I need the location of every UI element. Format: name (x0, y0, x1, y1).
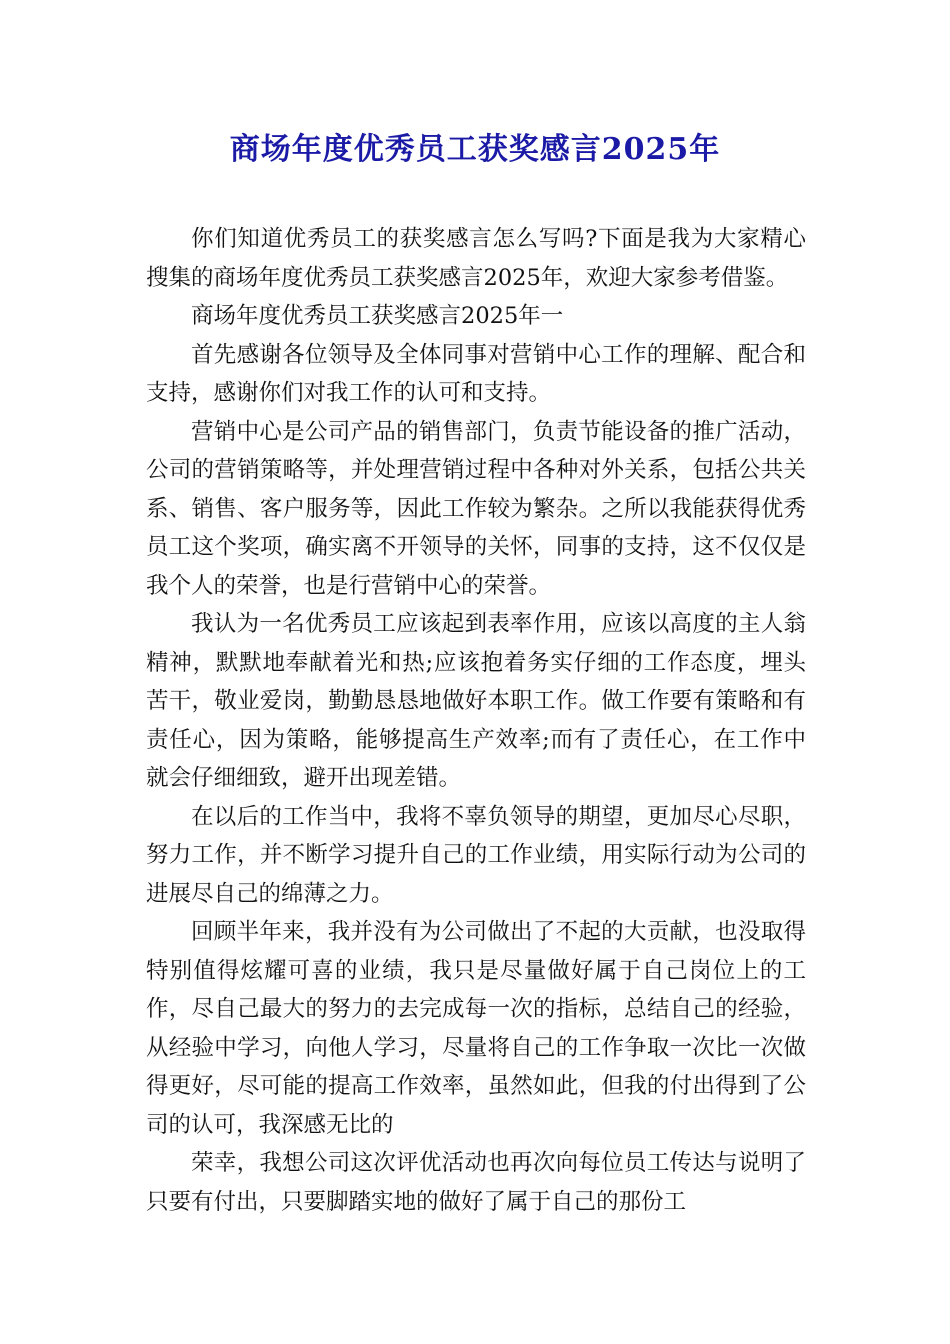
paragraph-intro: 你们知道优秀员工的获奖感言怎么写吗?下面是我为大家精心搜集的商场年度优秀员工获奖感言2025年，欢迎大家参考借鉴。 (146, 226, 806, 291)
document-title: 商场年度优秀员工获奖感言2025年 (229, 132, 721, 167)
paragraph-thanks: 首先感谢各位领导及全体同事对营销中心工作的理解、配合和支持，感谢你们对我工作的认可和支持。 (146, 341, 806, 406)
paragraph-honor: 荣幸，我想公司这次评优活动也再次向每位员工传达与说明了只要有付出，只要脚踏实地的做好了属于自己的那份工 (146, 1150, 806, 1215)
document-body (146, 220, 806, 1221)
paragraph-role-model: 我认为一名优秀员工应该起到表率作用，应该以高度的主人翁精神，默默地奉献着光和热;应该抱着务实仔细的工作态度，埋头苦干，敬业爱岗，勤勤恳恳地做好本职工作。做工作要有策略和有责任心，因为策略，能够提高生产效率;而有了责任心，在工作中就会仔细细致，避开出现差错。 (146, 611, 806, 791)
paragraph-future-work: 在以后的工作当中，我将不辜负领导的期望，更加尽心尽职，努力工作，并不断学习提升自己的工作业绩，用实际行动为公司的进展尽自己的绵薄之力。 (146, 803, 806, 907)
paragraph-marketing-center: 营销中心是公司产品的销售部门，负责节能设备的推广活动，公司的营销策略等，并处理营销过程中各种对外关系，包括公共关系、销售、客户服务等，因此工作较为繁杂。之所以我能获得优秀员工这个奖项，确实离不开领导的关怀，同事的支持，这不仅仅是我个人的荣誉，也是行营销中心的荣誉。 (146, 418, 806, 599)
paragraph-review: 回顾半年来，我并没有为公司做出了不起的大贡献，也没取得特别值得炫耀可喜的业绩，我只是尽量做好属于自己岗位上的工作，尽自己最大的努力的去完成每一次的指标，总结自己的经验，从经验中学习，向他人学习，尽量将自己的工作争取一次比一次做得更好，尽可能的提高工作效率，虽然如此，但我的付出得到了公司的认可，我深感无比的 (146, 919, 806, 1138)
paragraph-section-heading: 商场年度优秀员工获奖感言2025年一 (191, 303, 564, 329)
